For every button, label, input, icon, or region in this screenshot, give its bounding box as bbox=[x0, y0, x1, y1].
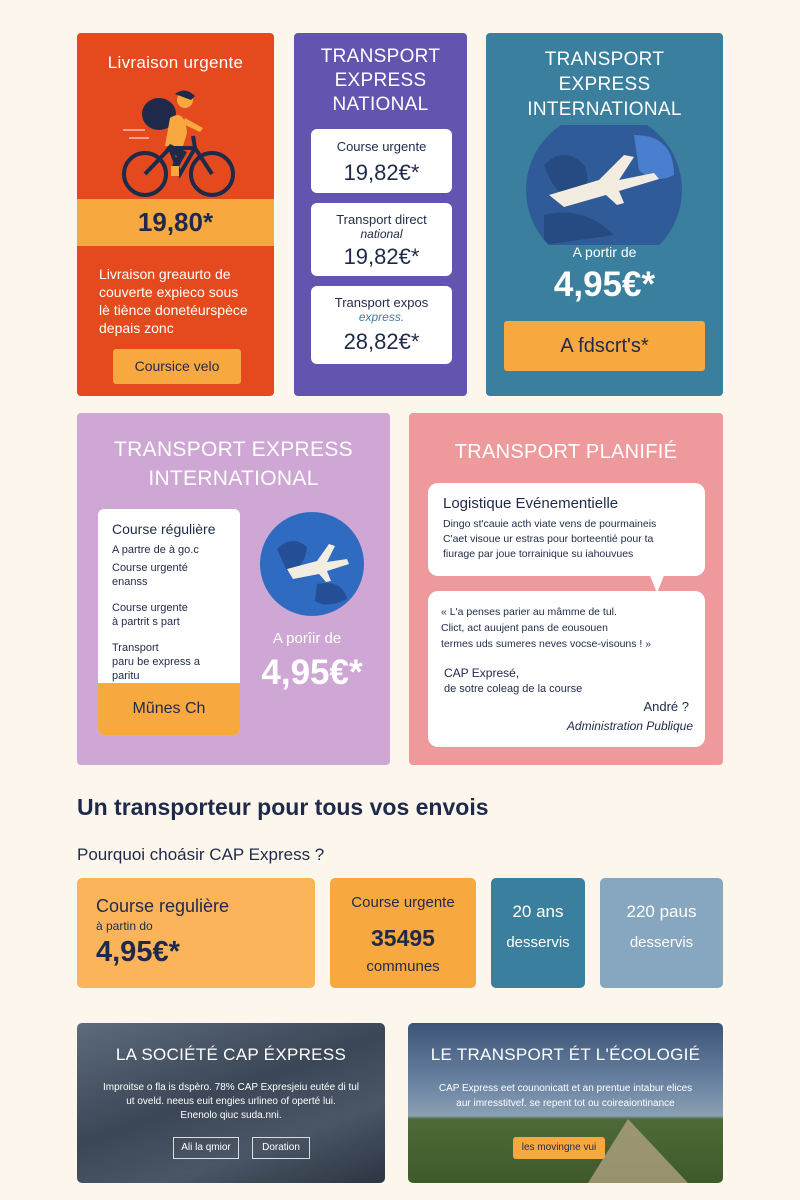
international2-list-title: Course régulière bbox=[112, 521, 216, 537]
offer-label: Transport direct bbox=[336, 212, 427, 227]
national-offer-card[interactable] bbox=[311, 129, 452, 193]
society-text bbox=[77, 1081, 385, 1123]
planned-bubble-line: C'aet visoue ur estras pour borteentié pour ta bbox=[443, 533, 654, 545]
international2-list-item[interactable]: A partre de à go.c bbox=[112, 544, 199, 556]
planned-bubble-line: Dingo st'cauie acth viate vens de pourmaineis bbox=[443, 518, 657, 530]
national-offer-card[interactable] bbox=[311, 203, 452, 276]
stat-value: 220 paus bbox=[626, 902, 697, 921]
planned-title: TRANSPORT PLANIFIÉ bbox=[454, 441, 678, 463]
urgent-price: 19,80* bbox=[137, 207, 214, 237]
international2-list-item[interactable]: Course urgenté enanss bbox=[112, 562, 188, 588]
urgent-price-band bbox=[77, 199, 274, 246]
international2-title-line: TRANSPORT EXPRESS bbox=[114, 438, 353, 461]
airplane-globe-icon bbox=[247, 509, 377, 619]
offer-price: 19,82€* bbox=[343, 244, 420, 269]
quote-line: termes uds sumeres neves vocse-visouns ! » bbox=[441, 638, 652, 650]
ecology-title: LE TRANSPORT ÉT L'ÉCOLOGIÉ bbox=[430, 1045, 701, 1064]
society-button[interactable]: Ali la qmior bbox=[173, 1137, 239, 1159]
stat-card bbox=[491, 878, 585, 988]
society-line: Enenolo qiuc suda.nni. bbox=[180, 1110, 282, 1121]
urgent-bike-button[interactable]: Coursice velo bbox=[113, 349, 241, 384]
urgent-desc-line: couverte expieco sous bbox=[99, 284, 239, 300]
international-title-line: TRANSPORT bbox=[544, 49, 665, 70]
section-heading: Un transporteur pour tous vos envois bbox=[77, 794, 489, 820]
international2-title-line: INTERNATIONAL bbox=[148, 467, 319, 490]
planned-bubble-text bbox=[443, 517, 698, 562]
international2-from-label: A porîir de bbox=[272, 630, 342, 647]
stat-card bbox=[600, 878, 723, 988]
national-title-line: EXPRESS bbox=[334, 70, 427, 91]
offer-sub: national bbox=[360, 227, 403, 241]
offer-price: 19,82€* bbox=[343, 160, 420, 185]
urgent-desc-line: depais zonc bbox=[99, 320, 174, 336]
national-title-line: NATIONAL bbox=[332, 94, 429, 115]
international2-list-box bbox=[98, 509, 240, 735]
quote-line: Clict, act auujent pans de eousouen bbox=[441, 622, 608, 634]
national-title bbox=[294, 45, 467, 117]
planned-bubble-title: Logistique Evénementielle bbox=[443, 495, 619, 512]
offer-price: 28,82€* bbox=[343, 329, 420, 354]
ecology-button[interactable]: les movingne vui bbox=[513, 1137, 605, 1159]
stat-value: 20 ans bbox=[512, 902, 564, 921]
stat-title: Course urgente bbox=[351, 894, 455, 911]
international-title-line: EXPRESS bbox=[558, 74, 651, 95]
international-price: 4,95€* bbox=[553, 265, 656, 304]
ecology-card bbox=[408, 1023, 723, 1183]
international-from-label: A portir de bbox=[572, 244, 637, 260]
speech-tail-icon bbox=[649, 573, 665, 593]
stat-sub: desservis bbox=[506, 934, 570, 951]
stat-sub: desservis bbox=[629, 934, 694, 951]
testimonial-company: CAP Expresé, bbox=[444, 666, 520, 680]
international2-button[interactable]: Mũnes Ch bbox=[98, 683, 240, 735]
stat-card bbox=[77, 878, 315, 988]
international-title bbox=[486, 47, 723, 122]
society-button[interactable]: Doration bbox=[252, 1137, 310, 1159]
society-title: LA SOCIÉTÉ CAP ÉXPRESS bbox=[115, 1045, 347, 1064]
quote-line: « L'a penses parier au mâmme de tul. bbox=[441, 606, 617, 618]
section-subheading: Pourquoi choásir CAP Express ? bbox=[77, 845, 325, 864]
international2-title bbox=[77, 435, 390, 493]
stat-sub: communes bbox=[366, 958, 440, 975]
urgent-desc-line: lè tiènce donetéurspèce bbox=[99, 302, 248, 318]
testimonial-author: André ? bbox=[643, 699, 689, 714]
stat-sub: à partin do bbox=[96, 919, 153, 933]
international-transport-card bbox=[486, 33, 723, 396]
ecology-text bbox=[408, 1081, 723, 1111]
international2-list-item[interactable]: Course urgente à partrit s part bbox=[112, 602, 188, 628]
cyclist-icon bbox=[115, 88, 240, 198]
society-line: Improitse o fla is dspèro. 78% CAP Expresjeiu eutée di tul bbox=[102, 1082, 360, 1093]
offer-label: Course urgente bbox=[336, 139, 427, 154]
national-offer-card[interactable] bbox=[311, 286, 452, 364]
society-line: ut oveld. neeus euit engies urlineo of operté lui. bbox=[126, 1096, 336, 1107]
ecology-line: CAP Express eet counonicatt et an prentue intabur elices bbox=[438, 1083, 693, 1094]
testimonial-company-sub: de sotre coleag de la course bbox=[444, 683, 583, 695]
urgent-title: Livraison urgente bbox=[107, 53, 244, 72]
international2-list-item[interactable]: Transport paru be express a paritu bbox=[112, 642, 201, 682]
international-offers-card bbox=[77, 413, 390, 765]
planned-info-bubble bbox=[428, 483, 705, 576]
stat-value: 4,95€* bbox=[96, 936, 180, 968]
offer-label: Transport expos bbox=[334, 295, 429, 310]
urgent-delivery-card bbox=[77, 33, 274, 396]
international2-price: 4,95€* bbox=[261, 653, 363, 692]
national-transport-card bbox=[294, 33, 467, 396]
international-title-line: INTERNATIONAL bbox=[527, 99, 682, 120]
ecology-line: aur imresstitvef. se repent tot ou coireaiontinance bbox=[456, 1098, 675, 1109]
planned-bubble-line: fiurage par joue torrainique su iahouvues bbox=[443, 548, 634, 560]
airplane-globe-icon bbox=[524, 125, 684, 245]
stat-title: Course regulière bbox=[96, 896, 230, 916]
stat-value: 35495 bbox=[371, 925, 435, 951]
planned-testimonial bbox=[428, 591, 705, 747]
urgent-desc-line: Livraison greaurto de bbox=[99, 266, 231, 282]
society-card bbox=[77, 1023, 385, 1183]
testimonial-author-role: Administration Publique bbox=[566, 719, 693, 733]
national-title-line: TRANSPORT bbox=[320, 46, 441, 67]
testimonial-quote bbox=[441, 604, 696, 652]
stat-card bbox=[330, 878, 476, 988]
offer-sub: express. bbox=[358, 310, 405, 324]
urgent-description bbox=[99, 265, 264, 337]
planned-transport-card bbox=[409, 413, 723, 765]
international-cta-button[interactable]: A fdscrt's* bbox=[504, 321, 705, 371]
